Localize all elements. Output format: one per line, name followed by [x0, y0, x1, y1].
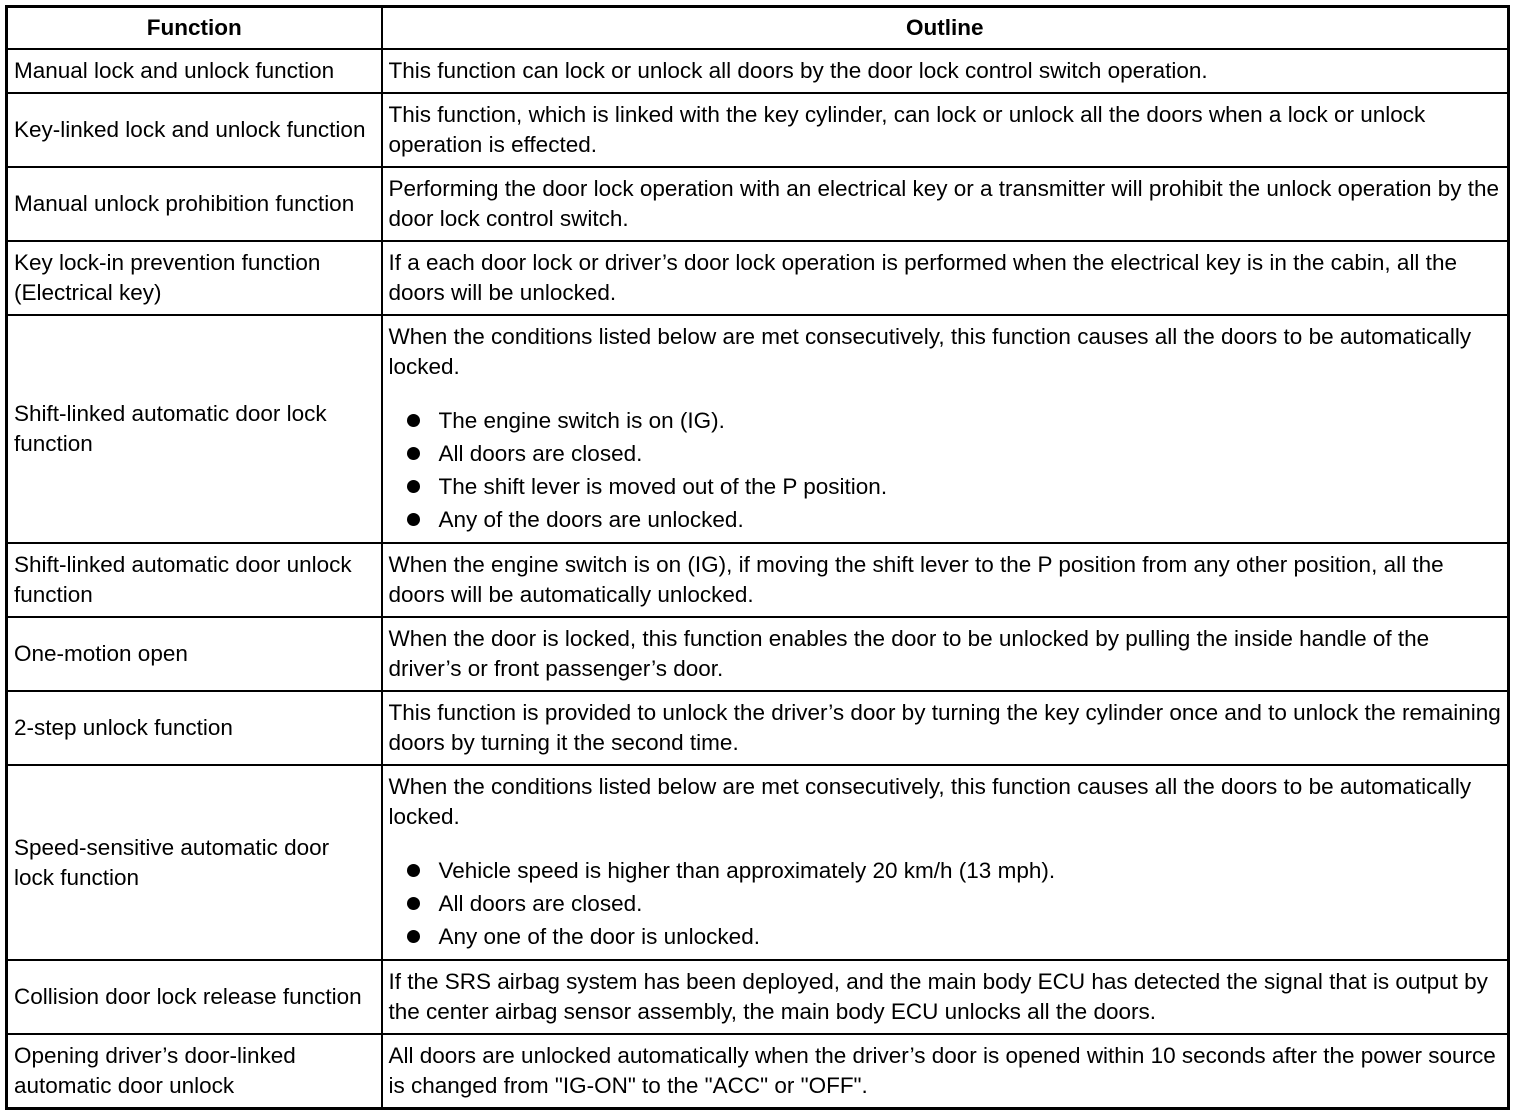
function-cell: 2-step unlock function	[7, 691, 382, 765]
function-cell: Shift-linked automatic door unlock function	[7, 543, 382, 617]
outline-cell: When the engine switch is on (IG), if moving the shift lever to the P position from any other position, all the doors will be automatically unlocked.	[382, 543, 1509, 617]
condition-item	[407, 404, 1502, 437]
condition-text: Vehicle speed is higher than approximately 20 km/h (13 mph).	[438, 858, 1056, 883]
header-row	[7, 7, 1509, 50]
bullet-icon	[407, 864, 420, 877]
function-cell: One-motion open	[7, 617, 382, 691]
table-row	[7, 1034, 1509, 1109]
condition-text: All doors are closed.	[438, 441, 643, 466]
table-row	[7, 960, 1509, 1034]
outline-cell	[382, 765, 1509, 960]
function-column-header: Function	[7, 7, 382, 50]
bullet-icon	[407, 930, 420, 943]
table-row	[7, 315, 1509, 543]
function-cell: Manual unlock prohibition function	[7, 167, 382, 241]
condition-text: Any of the doors are unlocked.	[438, 507, 744, 532]
outline-column-header: Outline	[382, 7, 1509, 50]
bullet-icon	[407, 414, 420, 427]
outline-text: When the conditions listed below are met consecutively, this function causes all the doors to be automatically locked.	[388, 324, 1472, 379]
bullet-icon	[407, 480, 420, 493]
condition-list	[389, 404, 1502, 536]
condition-item	[407, 854, 1502, 887]
condition-item	[407, 437, 1502, 470]
bullet-icon	[407, 513, 420, 526]
condition-list	[389, 854, 1502, 953]
bullet-icon	[407, 897, 420, 910]
bullet-icon	[407, 447, 420, 460]
table-row	[7, 93, 1509, 167]
outline-text: When the conditions listed below are met consecutively, this function causes all the doors to be automatically locked.	[388, 774, 1472, 829]
outline-cell: All doors are unlocked automatically when the driver’s door is opened within 10 seconds after the power source is changed from "IG-ON" to the "ACC" or "OFF".	[382, 1034, 1509, 1109]
table-row	[7, 543, 1509, 617]
condition-item	[407, 920, 1502, 953]
table-row	[7, 617, 1509, 691]
outline-cell	[382, 315, 1509, 543]
condition-item	[407, 887, 1502, 920]
outline-cell: When the door is locked, this function enables the door to be unlocked by pulling the inside handle of the driver’s or front passenger’s door.	[382, 617, 1509, 691]
function-cell: Speed-sensitive automatic door lock function	[7, 765, 382, 960]
table-row	[7, 49, 1509, 93]
function-cell: Manual lock and unlock function	[7, 49, 382, 93]
function-cell: Key lock-in prevention function (Electrical key)	[7, 241, 382, 315]
table-row	[7, 765, 1509, 960]
condition-item	[407, 503, 1502, 536]
function-cell: Opening driver’s door-linked automatic door unlock	[7, 1034, 382, 1109]
condition-item	[407, 470, 1502, 503]
condition-text: The engine switch is on (IG).	[438, 408, 725, 433]
outline-cell: This function can lock or unlock all doors by the door lock control switch operation.	[382, 49, 1509, 93]
outline-cell: This function is provided to unlock the driver’s door by turning the key cylinder once and to unlock the remaining doors by turning it the second time.	[382, 691, 1509, 765]
condition-text: Any one of the door is unlocked.	[438, 924, 760, 949]
outline-cell: This function, which is linked with the key cylinder, can lock or unlock all the doors when a lock or unlock operation is effected.	[382, 93, 1509, 167]
condition-text: The shift lever is moved out of the P position.	[438, 474, 888, 499]
function-cell: Collision door lock release function	[7, 960, 382, 1034]
function-cell: Shift-linked automatic door lock function	[7, 315, 382, 543]
function-outline-table	[5, 5, 1510, 1110]
outline-cell: Performing the door lock operation with an electrical key or a transmitter will prohibit the unlock operation by the door lock control switch.	[382, 167, 1509, 241]
function-cell: Key-linked lock and unlock function	[7, 93, 382, 167]
table-row	[7, 241, 1509, 315]
table-row	[7, 167, 1509, 241]
outline-cell: If the SRS airbag system has been deployed, and the main body ECU has detected the signal that is output by the center airbag sensor assembly, the main body ECU unlocks all the doors.	[382, 960, 1509, 1034]
outline-cell: If a each door lock or driver’s door lock operation is performed when the electrical key is in the cabin, all the doors will be unlocked.	[382, 241, 1509, 315]
condition-text: All doors are closed.	[438, 891, 643, 916]
table-row	[7, 691, 1509, 765]
